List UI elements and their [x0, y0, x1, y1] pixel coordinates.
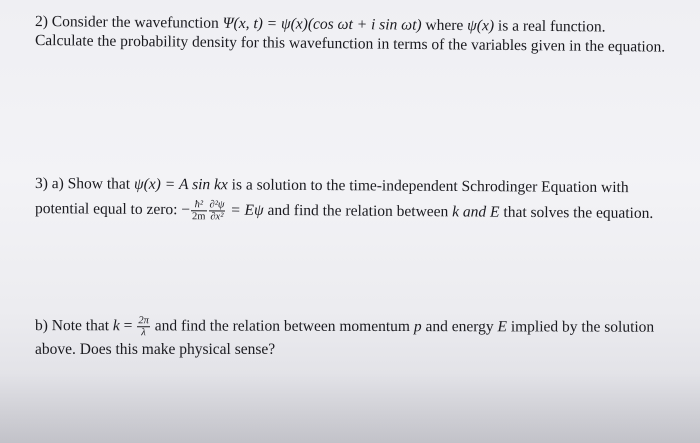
q3a-text: is a solution to the time-independent Schrodinger Equation with — [227, 176, 629, 197]
q3b-line-1 — [35, 315, 654, 340]
q2-line-2: Calculate the probability density for this wavefunction in terms of the variables given in the equation. — [34, 32, 666, 56]
equals-sign: = — [119, 317, 137, 335]
q3b-text: and find the relation between momentum — [150, 317, 414, 336]
fraction-denominator: λ — [141, 327, 146, 339]
energy-variable: E — [497, 318, 507, 336]
q3b-line-2: above. Does this make physical sense? — [35, 341, 276, 358]
fraction-numerator: ∂²ψ — [209, 199, 225, 211]
hbar-over-2m-fraction — [191, 199, 207, 222]
q3a-text: 3) a) Show that — [34, 175, 135, 193]
fraction-denominator: 2m — [191, 211, 206, 223]
q3a-text: that solves the equation. — [499, 203, 654, 222]
q3b-text: and energy — [421, 318, 498, 336]
q2-wavefunction-equation: Ψ(x, t) = ψ(x)(cos ωt + i sin ωt) — [222, 14, 422, 34]
q3b-text: b) Note that — [34, 317, 113, 335]
k-and-e-variables: k and E — [452, 203, 500, 221]
q2-psi: ψ(x) — [467, 17, 495, 35]
q3a-line-2 — [35, 198, 653, 226]
minus-sign: − — [181, 201, 191, 219]
q3a-solution-equation: ψ(x) = A sin kx — [133, 175, 228, 194]
second-derivative-fraction — [208, 199, 225, 222]
q2-text: is a real function. — [493, 17, 606, 36]
q3a-line-1 — [35, 176, 629, 196]
fraction-denominator: ∂x² — [210, 211, 224, 223]
fraction-numerator: 2π — [138, 315, 149, 327]
momentum-variable: p — [413, 318, 422, 336]
energy-term: = Eψ — [226, 201, 264, 219]
k-variable: k — [112, 317, 120, 335]
q3a-text: potential equal to zero: — [34, 200, 182, 219]
q2-line-1 — [35, 14, 606, 35]
q2-text: where — [421, 16, 468, 35]
fraction-numerator: ħ² — [191, 199, 207, 211]
q2-text: 2) Consider the wavefunction — [34, 13, 223, 32]
q3b-text: implied by the solution — [506, 318, 655, 336]
q3a-text: and find the relation between — [263, 201, 453, 221]
photo-shadow — [0, 373, 700, 443]
two-pi-over-lambda-fraction — [137, 315, 150, 338]
